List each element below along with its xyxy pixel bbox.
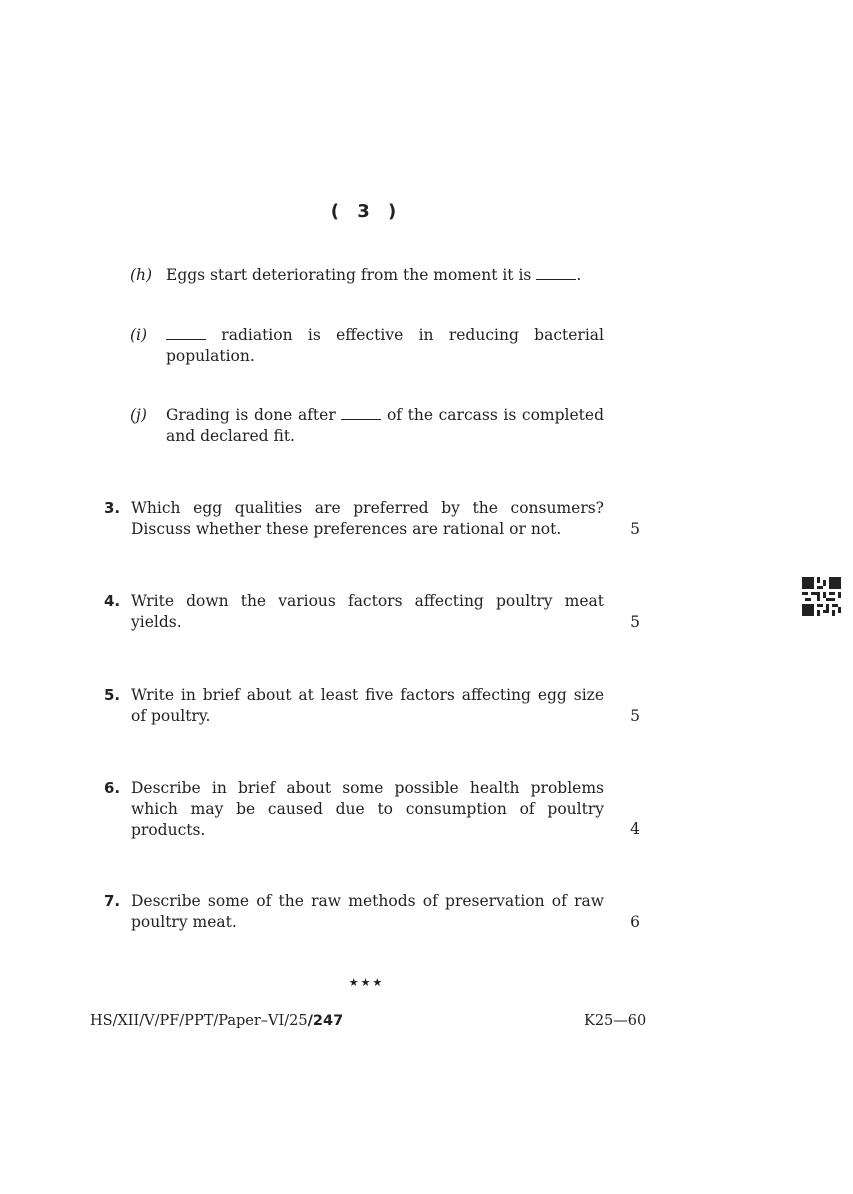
question-number: 5. [104,686,121,704]
sub-question-label: (j) [130,406,147,424]
question-4 [104,591,604,633]
question-3 [104,498,604,540]
sub-question-text: . [576,266,582,284]
question-marks: 4 [630,820,640,838]
end-of-paper-stars: ★★★ [348,976,385,989]
paper-code-prefix: HS/XII/V/PF/PPT/Paper–VI/25 [90,1013,308,1029]
question-number: 7. [104,892,121,910]
question-marks: 5 [630,520,640,538]
fill-blank [341,405,381,420]
fill-blank [166,325,206,340]
sub-question-label: (i) [130,326,148,344]
sub-question-j [130,405,604,447]
question-7 [104,891,604,933]
sub-question-text: Eggs start deteriorating from the moment it is [166,266,537,284]
qr-code-icon [802,577,841,616]
page-number: ( 3 ) [330,201,403,222]
set-code: K25—60 [584,1013,647,1029]
question-6 [104,778,604,841]
sub-question-i [130,325,604,367]
sub-question-h [130,265,604,286]
sub-question-label: (h) [130,266,153,284]
question-marks: 5 [630,613,640,631]
question-text: Which egg qualities are preferred by the consumers? Discuss whether these preferences are rational or not. [131,499,604,538]
question-number: 3. [104,499,121,517]
sub-question-text: Grading is done after [166,406,342,424]
sub-question-text: of the carcass is completed and declared fit. [166,406,605,445]
fill-blank [536,265,576,280]
question-marks: 6 [630,913,640,931]
question-text: Describe some of the raw methods of preservation of raw poultry meat. [131,892,604,931]
question-marks: 5 [630,707,640,725]
paper-code [90,1013,343,1029]
question-number: 4. [104,592,121,610]
question-text: Write down the various factors affecting poultry meat yields. [131,592,604,631]
question-text: Write in brief about at least five factors affecting egg size of poultry. [131,686,604,725]
question-number: 6. [104,779,121,797]
question-text: Describe in brief about some possible health problems which may be caused due to consumption of poultry products. [131,779,604,839]
paper-code-number: /247 [307,1013,344,1029]
question-5 [104,685,604,727]
sub-question-text: radiation is effective in reducing bacterial population. [166,326,604,365]
